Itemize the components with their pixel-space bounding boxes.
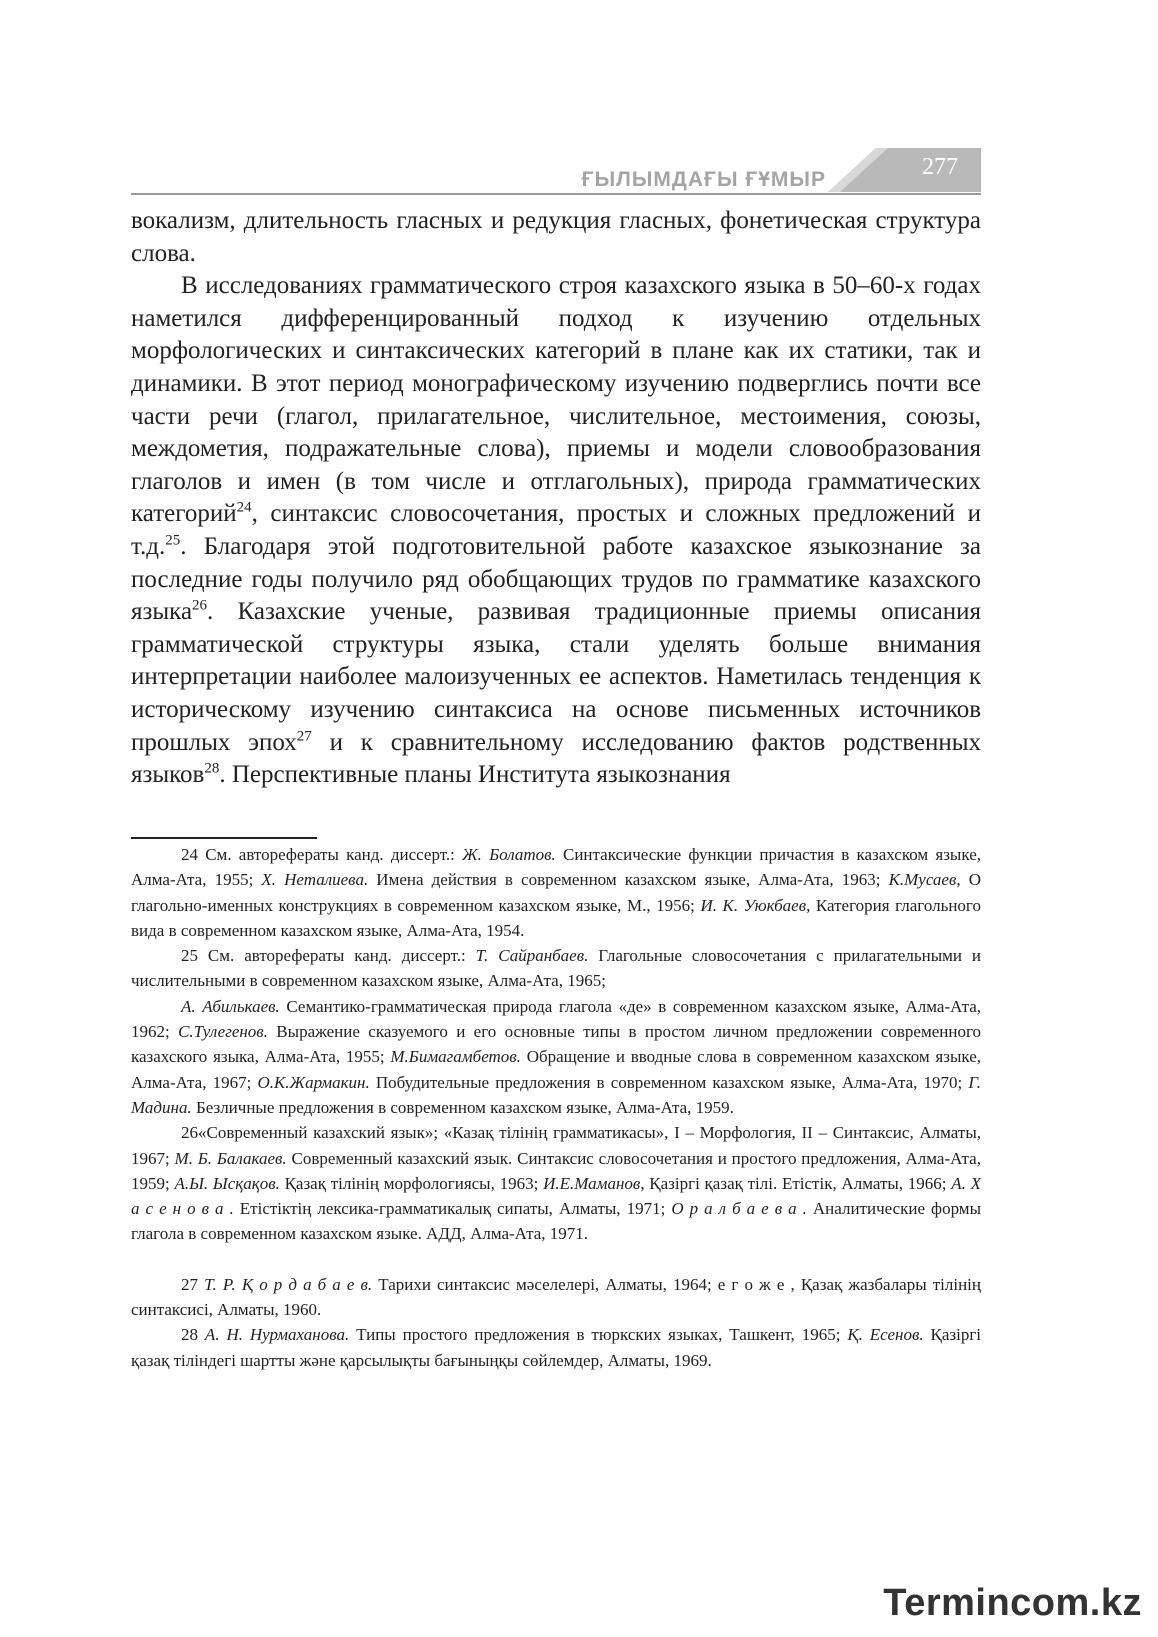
footnote-ref-25[interactable]: 25: [165, 532, 181, 549]
footnote-ref-27[interactable]: 27: [296, 728, 312, 745]
footnotes: [131, 842, 981, 1373]
footnote-ref-24[interactable]: 24: [236, 500, 252, 517]
paragraph-2: В исследованиях грамматического строя казахского языка в 50–60-х годах наметился дифференцированный подход к изучению отдельных морфологических и синтаксических категорий в плане как их статики, так и динамики. В этот период монографическому изучению подверглись почти все части речи (глагол, прилагательное, числительное, местоимения, союзы, междометия, подражательные слова), приемы и модели словообразования глаголов и имен (в том числе и отглагольных), природа грамматических категорий$^{24}$, синтаксис словосочетания, простых и сложных предложений и т.д.$^{25}$. Благодаря этой подготовительной работе казахское языкознание за последние годы получило ряд обобщающих трудов по грамматике казахского языка$^{26}$. Казахские ученые, развивая традиционные приемы описания грамматической структуры языка, стали уделять больше внимания интерпретации наиболее малоизученных ее аспектов. Наметилась тенденция к историческому изучению синтаксиса на основе письменных источников прошлых эпох$^{27}$ и к сравнительному исследованию фактов родственных языков$^{28}$. Перспективные планы Института языкознания: [131, 272, 982, 789]
footnote-25: 25 См. авторефераты канд. диссерт.: Т. Сайранбаев. Глагольные словосочетания с прилагательными и числительными в современном казахском языке, Алма-Ата, 1965;: [131, 946, 982, 991]
page-number: 277: [922, 154, 958, 180]
header-rule: [131, 193, 981, 195]
paragraph-1: вокализм, длительность гласных и редукция гласных, фонетическая структура слова.: [131, 207, 981, 267]
footnote-26: 26«Современный казахский язык»; «Казақ тілінің грамматикасы», I – Морфология, II – Синтаксис, Алматы, 1967; М. Б. Балакаев. Современный казахский язык. Синтаксис словосочетания и простого предложения, Алма-Ата, 1959; А.Ы. Ысқақов. Қазақ тілінің морфологиясы, 1963; И.Е.Маманов, Қазіргі қазақ тілі. Етістік, Алматы, 1966; А. Х а с е н о в а . Етістіктің лексика-грамматикалық сипаты, Алматы, 1971; О р а л б а е в а . Аналитические формы глагола в современном казахском языке. АДД, Алма-Ата, 1971.: [131, 1123, 982, 1244]
running-title: ҒЫЛЫМДАҒЫ ҒҰМЫР: [581, 168, 826, 191]
footnote-27: 27 Т. Р. Қ о р д а б а е в. Тарихи синтаксис мәселелері, Алматы, 1964; е г о ж е , Қазақ жазбалары тілінің синтаксисі, Алматы, 1960.: [131, 1274, 982, 1320]
footnote-25-continued: А. Абилькаев. Семантико-грамматическая природа глагола «де» в современном казахском языке, Алма-Ата, 1962; С.Тулегенов. Выражение сказуемого и его основные типы в простом личном предложении современного казахского языка, Алма-Ата, 1955; М.Бимагамбетов. Обращение и вводные слова в современном казахском языке, Алма-Ата, 1967; О.К.Жармакин. Побудительные предложения в современном казахском языке, Алма-Ата, 1970; Г. Мадина. Безличные предложения в современном казахском языке, Алма-Ата, 1959.: [131, 996, 982, 1117]
footnote-28: 28 А. Н. Нурмаханова. Типы простого предложения в тюркских языках, Ташкент, 1965; Қ. Есенов. Қазіргі қазақ тіліндегі шартты және қарсылықты бағыныңқы сөйлемдер, Алматы, 1969.: [131, 1325, 982, 1370]
site-watermark: Termincom.kz: [883, 1582, 1142, 1624]
main-text: [131, 205, 981, 792]
footnote-separator: [131, 837, 317, 839]
footnote-ref-28[interactable]: 28: [204, 760, 220, 777]
footnote-24: 24 См. авторефераты канд. диссерт.: Ж. Болатов. Синтаксические функции причастия в казахском языке, Алма-Ата, 1955; Х. Неталиева. Имена действия в современном казахском языке, Алма-Ата, 1963; К.Мусаев, О глагольно-именных конструкциях в современном казахском языке, М., 1956; И. К. Уюкбаев, Категория глагольного вида в современном казахском языке, Алма-Ата, 1954.: [131, 845, 981, 940]
footnote-ref-26[interactable]: 26: [192, 597, 208, 614]
